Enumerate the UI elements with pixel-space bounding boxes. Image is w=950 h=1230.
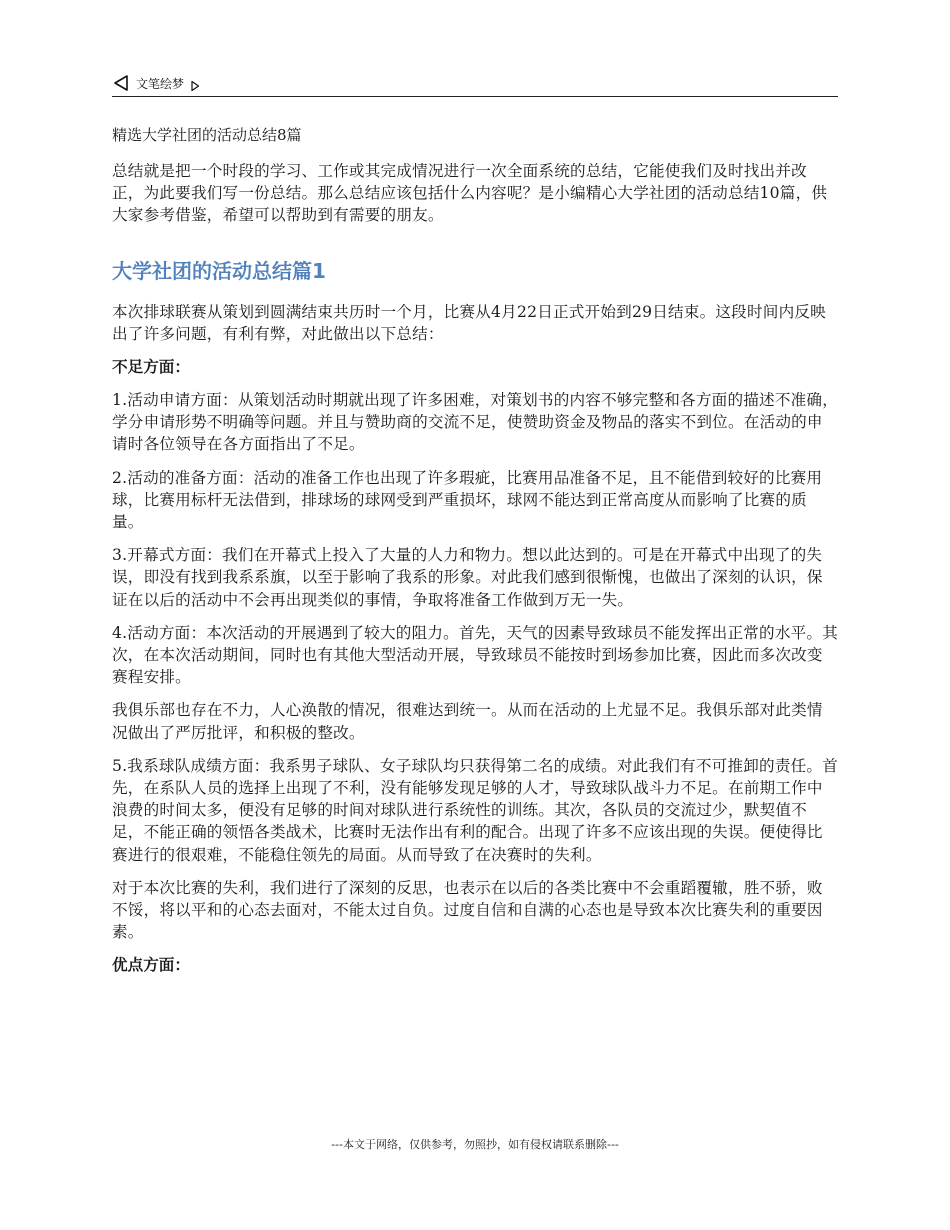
section-heading: 大学社团的活动总结篇1 [112,258,326,283]
brand-name: 文笔绘梦 [136,76,185,91]
page-header [112,70,838,97]
body-paragraph: 对于本次比赛的失利，我们进行了深刻的反思，也表示在以后的各类比赛中不会重蹈覆辙，胜不骄，败不馁，将以平和的心态去面对，不能太过自负。过度自信和自满的心态也是导致本次比赛失利的重要因素。 [112,878,823,942]
triangle-left-icon [112,74,130,92]
body-paragraph: 3.开幕式方面：我们在开幕式上投入了大量的人力和物力。想以此达到的。可是在开幕式中出现了的失误，即没有找到我系系旗，以至于影响了我系的形象。对此我们感到很惭愧，也做出了深刻的认识，保证在以后的活动中不会再出现类似的事情，争取将准备工作做到万无一失。 [112,546,823,609]
body-paragraph: 1.活动申请方面：从策划活动时期就出现了许多困难，对策划书的内容不够完整和各方面的描述不准确，学分申请形势不明确等问题。并且与赞助商的交流不足，使赞助资金及物品的落实不到位。在活动的申请时各位领导在各方面指出了不足。 [112,391,838,454]
body-paragraph: 4.活动方面：本次活动的开展遇到了较大的阻力。首先，天气的因素导致球员不能发挥出正常的水平。其次，在本次活动期间，同时也有其他大型活动开展，导致球员不能按时到场参加比赛，因此而多次改变赛程安排。 [112,623,838,687]
body-paragraph: 我俱乐部也存在不力，人心涣散的情况，很难达到统一。从而在活动的上尤显不足。我俱乐部对此类情况做出了严厉批评，和积极的整改。 [112,701,823,742]
document-title: 精选大学社团的活动总结8篇 [112,126,302,144]
document-body [112,124,838,987]
body-paragraph: 5.我系球队成绩方面：我系男子球队、女子球队均只获得第二名的成绩。对此我们有不可推卸的责任。首先，在系队人员的选择上出现了不利，没有能够发现足够的人才，导致球队战斗力不足。在前期工作中浪费的时间太多，便没有足够的时间对球队进行系统性的训练。其次，各队员的交流过少，默契值不足，不能正确的领悟各类战术，比赛时无法作出有利的配合。出现了许多不应该出现的失误。便使得比赛进行的很艰难，不能稳住领先的局面。从而导致了在决赛时的失利。 [112,756,838,864]
section-intro-paragraph: 本次排球联赛从策划到圆满结束共历时一个月，比赛从4月22日正式开始到29日结束。这段时间内反映出了许多问题，有利有弊，对此做出以下总结： [112,302,826,343]
page-footer: ---本文于网络，仅供参考，勿照抄，如有侵权请联系删除--- [331,1138,619,1151]
shortcomings-heading: 不足方面： [112,357,190,377]
body-paragraph: 2.活动的准备方面：活动的准备工作也出现了许多瑕疵，比赛用品准备不足，且不能借到较好的比赛用球，比赛用标杆无法借到，排球场的球网受到严重损坏，球网不能达到正常高度从而影响了比赛的质量。 [112,468,823,532]
triangle-right-icon [190,77,200,89]
intro-paragraph: 总结就是把一个时段的学习、工作或其完成情况进行一次全面系统的总结，它能使我们及时找出并改正，为此要我们写一份总结。那么总结应该包括什么内容呢？是小编精心大学社团的活动总结10篇，供大家参考借鉴，希望可以帮助到有需要的朋友。 [112,162,828,225]
strengths-heading: 优点方面： [112,955,190,975]
